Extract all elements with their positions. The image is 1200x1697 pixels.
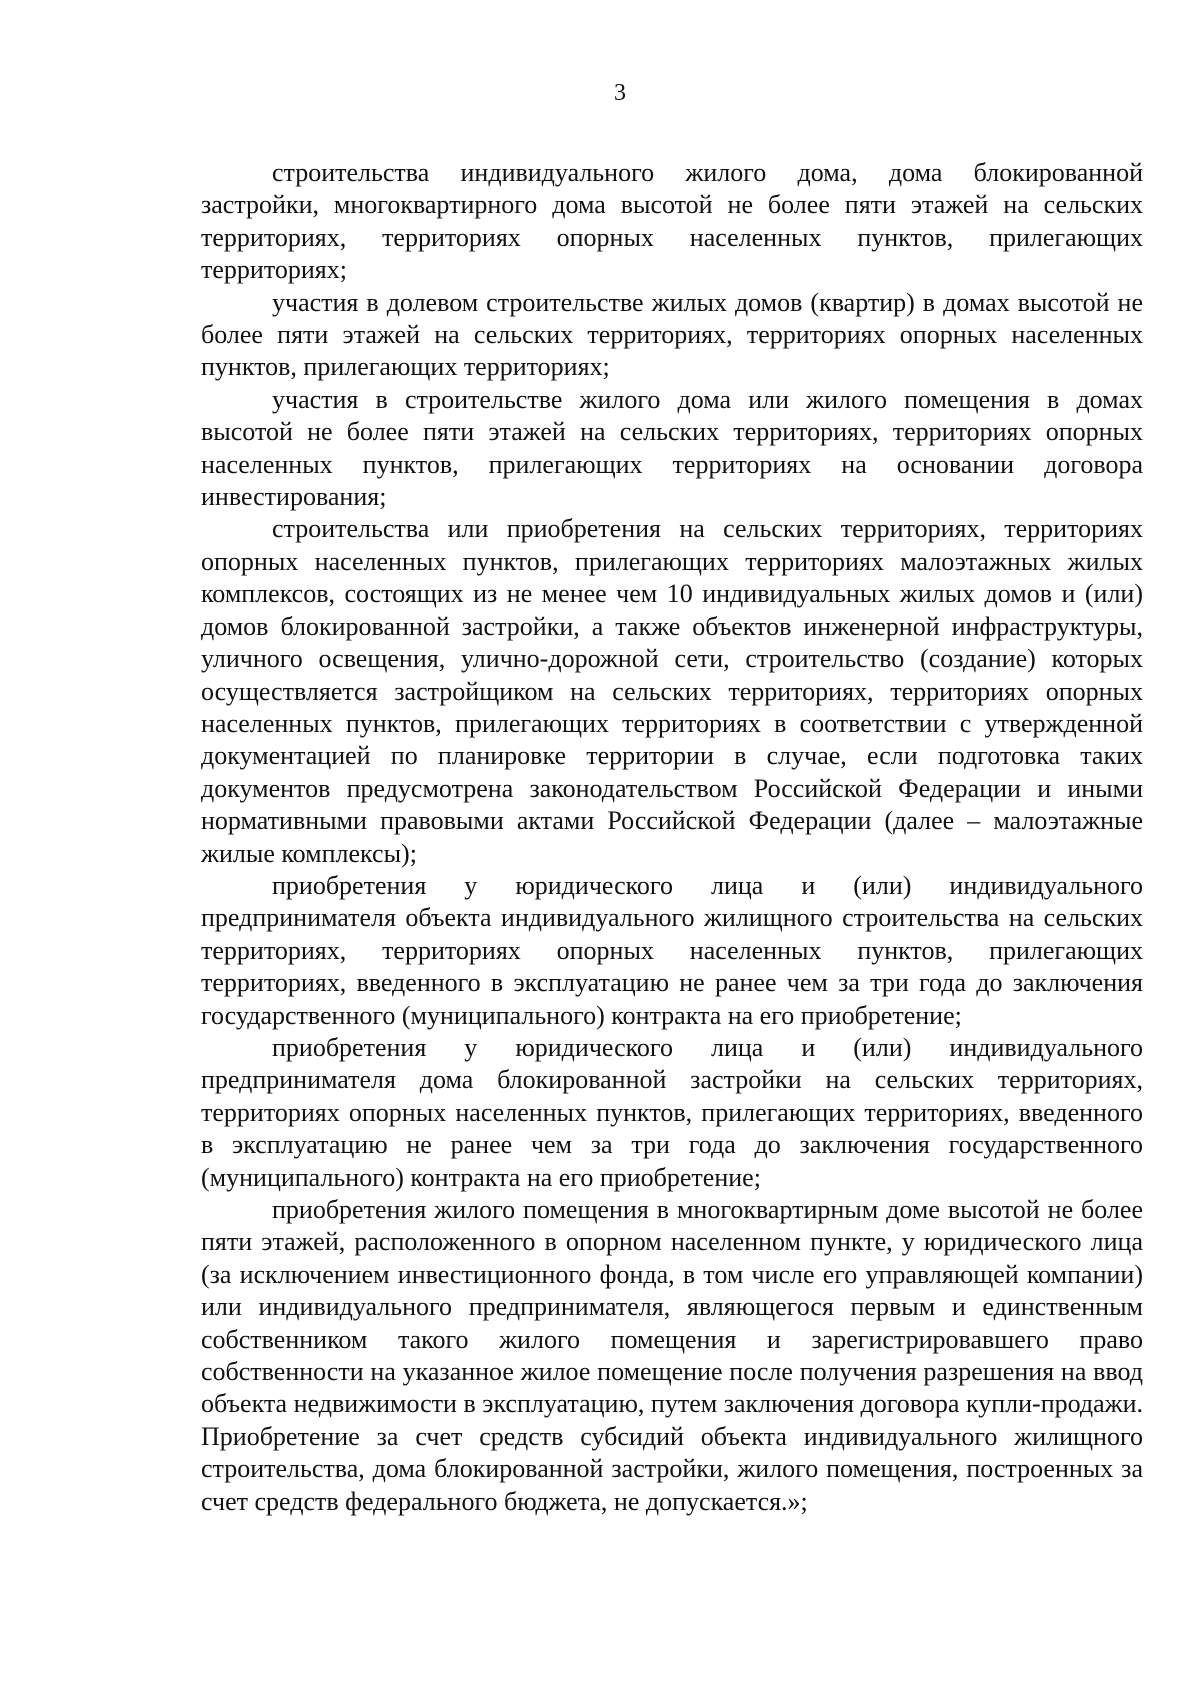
paragraph: приобретения у юридического лица и (или) индивидуального предпринимателя объекта индивидуального жилищного строительства на сельских территориях, территориях опорных населенных пунктов, прилегающих территориях, введенного в эксплуатацию не ранее чем за три года до заключения государственного (муниципального) контракта на его приобретение; xyxy=(201,870,1143,1030)
paragraph: строительства или приобретения на сельских территориях, территориях опорных населенных пунктов, прилегающих территориях малоэтажных жилых комплексов, состоящих из не менее чем 10 индивидуальных жилых домов и (или) домов блокированной застройки, а также объектов инженерной инфраструктуры, уличного освещения, улично-дорожной сети, строительство (создание) которых осуществляется застройщиком на сельских территориях, территориях опорных населенных пунктов, прилегающих территориях в соответствии с утвержденной документацией по планировке территории в случае, если подготовка таких документов предусмотрена законодательством Российской Федерации и иными нормативными правовыми актами Российской Федерации (далее – малоэтажные жилые комплексы); xyxy=(201,514,1143,868)
paragraph: приобретения у юридического лица и (или) индивидуального предпринимателя дома блокированной застройки на сельских территориях, территориях опорных населенных пунктов, прилегающих территориях, введенного в эксплуатацию не ранее чем за три года до заключения государственного (муниципального) контракта на его приобретение; xyxy=(201,1032,1143,1192)
paragraph: участия в строительстве жилого дома или жилого помещения в домах высотой не более пяти этажей на сельских территориях, территориях опорных населенных пунктов, прилегающих территориях на основании договора инвестирования; xyxy=(201,384,1143,512)
paragraph: строительства индивидуального жилого дома, дома блокированной застройки, многоквартирного дома высотой не более пяти этажей на сельских территориях, территориях опорных населенных пунктов, прилегающих территориях; xyxy=(201,158,1143,285)
page-number: 3 xyxy=(614,80,626,106)
document-body xyxy=(201,157,1143,1518)
paragraph: приобретения жилого помещения в многоквартирным доме высотой не более пяти этажей, расположенного в опорном населенном пункте, у юридического лица (за исключением инвестиционного фонда, в том числе его управляющей компании) или индивидуального предпринимателя, являющегося первым и единственным собственником такого жилого помещения и зарегистрировавшего право собственности на указанное жилое помещение после получения разрешения на ввод объекта недвижимости в эксплуатацию, путем заключения договора купли-продажи. Приобретение за счет средств субсидий объекта индивидуального жилищного строительства, дома блокированной застройки, жилого помещения, построенных за счет средств федерального бюджета, не допускается.»; xyxy=(201,1195,1143,1516)
paragraph: участия в долевом строительстве жилых домов (квартир) в домах высотой не более пяти этажей на сельских территориях, территориях опорных населенных пунктов, прилегающих территориях; xyxy=(201,287,1143,382)
